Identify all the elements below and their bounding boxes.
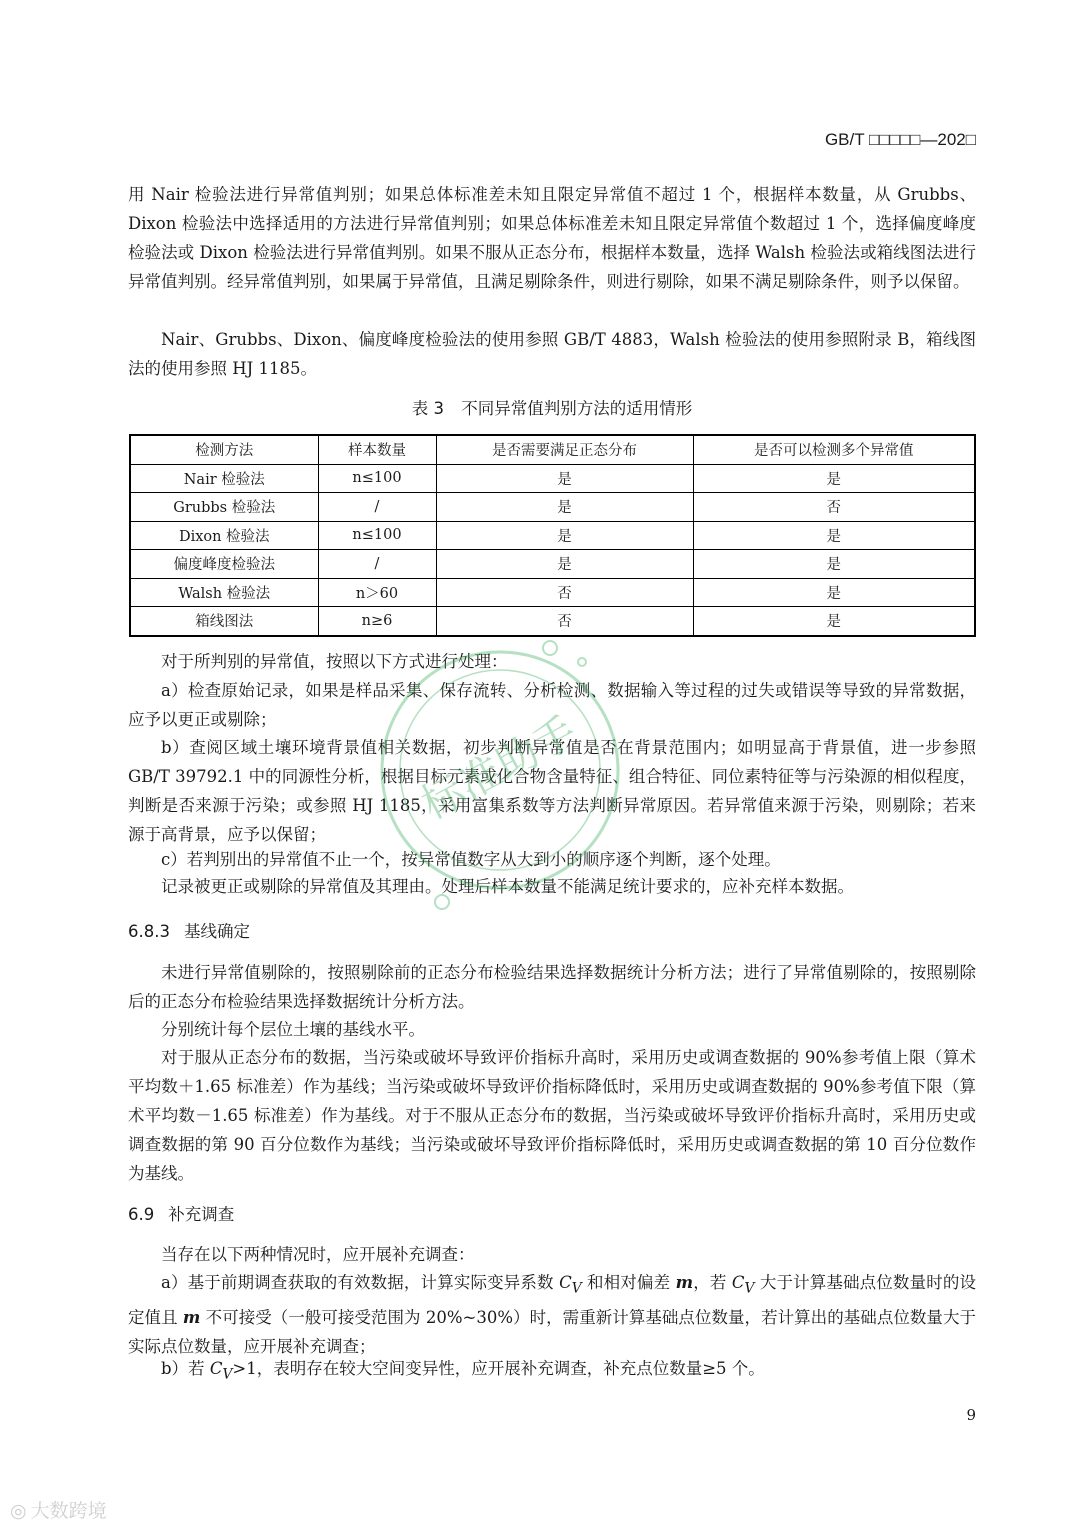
processing-record: 记录被更正或剔除的异常值及其理由。处理后样本数量不能满足统计要求的，应补充样本数据。: [161, 877, 854, 896]
watermark-text: 标准助手: [413, 706, 585, 829]
table-cell: 是: [693, 521, 975, 550]
table-cell: Walsh 检验法: [130, 578, 318, 607]
table-cell: Grubbs 检验法: [130, 493, 318, 522]
intro-paragraph-2: Nair、Grubbs、Dixon、偏度峰度检验法的使用参照 GB/T 4883，Walsh 检验法的使用参照附录 B，箱线图法的使用参照 HJ 1185。: [128, 330, 976, 378]
table-caption: [128, 395, 976, 419]
table-row: [130, 550, 975, 579]
table-cell: 是: [693, 578, 975, 607]
table-row: [130, 493, 975, 522]
table-cell: 是: [436, 521, 693, 550]
cv-symbol: $C_V$: [731, 1273, 755, 1297]
intro-paragraph-1: 用 Nair 检验法进行异常值判别；如果总体标准差未知且限定异常值不超过 1 个，根据样本数量，从 Grubbs、Dixon 检验法中选择适用的方法进行异常值判别；如果总体标准差未知且限定异常值个数超过 1 个，选择偏度峰度检验法或 Dixon 检验法进行异常值判别。如果不服从正态分布，根据样本数量，选择 Walsh 检验法或箱线图法进行异常值判别。经异常值判别，如果属于异常值，且满足剔除条件，则进行剔除，如果不满足剔除条件，则予以保留。: [128, 185, 976, 291]
processing-item-c: c）若判别出的异常值不止一个，按异常值数字从大到小的顺序逐个判断，逐个处理。: [161, 850, 781, 869]
table-cell: 否: [693, 493, 975, 522]
table-cell: 否: [436, 607, 693, 636]
baseline-paragraph-1: 未进行异常值剔除的，按照剔除前的正态分布检验结果选择数据统计分析方法；进行了异常值剔除的，按照剔除后的正态分布检验结果选择数据统计分析方法。: [128, 963, 976, 1011]
table-cell: 箱线图法: [130, 607, 318, 636]
table-cell: n＞60: [318, 578, 436, 607]
baseline-paragraph-2: 分别统计每个层位土壤的基线水平。: [161, 1020, 425, 1039]
table-row: [130, 521, 975, 550]
table-cell: 是: [693, 550, 975, 579]
processing-lead: 对于所判别的异常值，按照以下方式进行处理：: [161, 652, 508, 671]
table-row: [130, 607, 975, 636]
table-cell: 否: [436, 578, 693, 607]
section-title: 基线确定: [183, 922, 250, 941]
m-symbol: m: [182, 1308, 201, 1328]
table-cell: 是: [693, 607, 975, 636]
section-6-9-heading: [128, 1201, 234, 1225]
m-symbol: m: [675, 1273, 694, 1292]
table-row: [130, 464, 975, 493]
header-sample-size: 样本数量: [318, 435, 436, 464]
table-cell: /: [318, 550, 436, 579]
header-multiple-outliers: 是否可以检测多个异常值: [693, 435, 975, 464]
processing-item-a: a）检查原始记录，如果是样品采集、保存流转、分析检测、数据输入等过程的过失或错误等导致的异常数据，应予以更正或剔除；: [128, 681, 976, 729]
table-cell: Dixon 检验法: [130, 521, 318, 550]
cv-symbol: $C_V$: [209, 1359, 233, 1383]
table-cell: n≤100: [318, 521, 436, 550]
table-cell: Nair 检验法: [130, 464, 318, 493]
supplement-lead: 当存在以下两种情况时，应开展补充调查：: [161, 1245, 475, 1264]
header-normal-required: 是否需要满足正态分布: [436, 435, 693, 464]
table-cell: n≤100: [318, 464, 436, 493]
section-number: 6.9: [128, 1205, 155, 1224]
table-cell: 偏度峰度检验法: [130, 550, 318, 579]
table-cell: n≥6: [318, 607, 436, 636]
table-caption-title: 不同异常值判别方法的适用情形: [461, 399, 693, 418]
table-header-row: [130, 435, 975, 464]
table-row: [130, 578, 975, 607]
section-6-8-3-heading: [128, 918, 250, 942]
header-method: 检测方法: [130, 435, 318, 464]
page-number: 9: [966, 1406, 976, 1424]
table-cell: 是: [436, 464, 693, 493]
table-cell: 是: [693, 464, 975, 493]
section-number: 6.8.3: [128, 922, 170, 941]
table-caption-number: 表 3: [411, 399, 444, 418]
section-title: 补充调查: [168, 1205, 235, 1224]
table-cell: 是: [436, 493, 693, 522]
weibo-icon: ◎: [10, 1500, 27, 1522]
supplement-item-b: b）若 $C_V>1$，表明存在较大空间变异性，应开展补充调查，补充点位数量≥5 个。: [161, 1359, 765, 1383]
cv-symbol: $C_V$: [559, 1273, 582, 1297]
footer-brand-text: 大数跨境: [30, 1500, 107, 1522]
baseline-paragraph-3: 对于服从正态分布的数据，当污染或破坏导致评价指标升高时，采用历史或调查数据的 90%参考值上限（算术平均数＋1.65 标准差）作为基线；当污染或破坏导致评价指标降低时，采用历史或调查数据的 90%参考值下限（算术平均数－1.65 标准差）作为基线。对于不服从正态分布的数据，当污染或破坏导致评价指标升高时，采用历史或调查数据的第 90 百分位数作为基线；当污染或破坏导致评价指标降低时，采用历史或调查数据的第 10 百分位数作为基线。: [128, 1048, 976, 1183]
outlier-methods-table: [129, 434, 976, 637]
processing-item-b: b）查阅区域土壤环境背景值相关数据，初步判断异常值是否在背景范围内；如明显高于背景值，进一步参照 GB/T 39792.1 中的同源性分析，根据目标元素或化合物含量特征、组合特征、同位素特征等与污染源的相似程度，判断是否来源于污染；或参照 HJ 1185，采用富集系数等方法判断异常原因。若异常值来源于污染，则剔除；若来源于高背景，应予以保留；: [128, 738, 976, 844]
table-cell: 是: [436, 550, 693, 579]
footer-brand: [10, 1496, 107, 1523]
supplement-item-a: a）基于前期调查获取的有效数据，计算实际变异系数 $C_V$ 和相对偏差 m，若 $C_V$ 大于计算基础点位数量时的设定值且 m 不可接受（一般可接受范围为 20%~30%）时，需重新计算基础点位数量，若计算出的基础点位数量大于实际点位数量，应开展补充调查；: [128, 1273, 976, 1357]
standard-code: GB/T □□□□□—202□: [824, 130, 976, 149]
table-cell: /: [318, 493, 436, 522]
